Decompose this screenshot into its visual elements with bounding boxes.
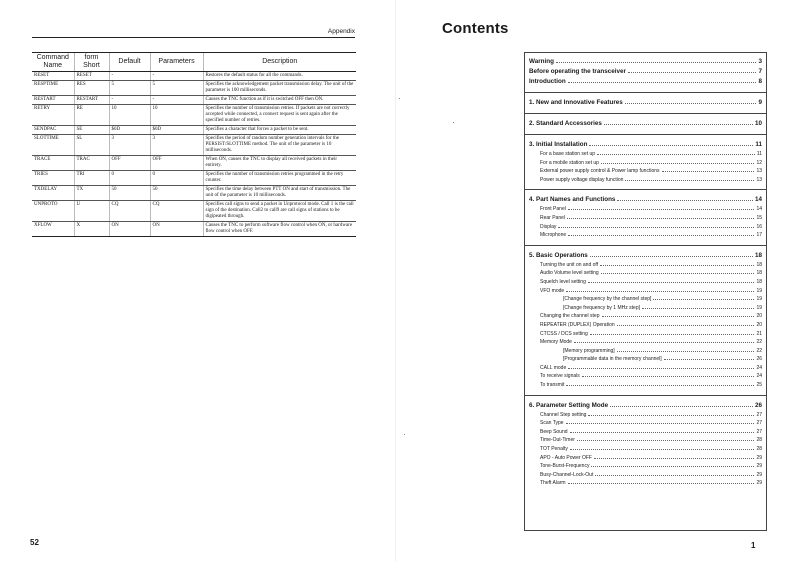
table-cell: ON	[109, 222, 150, 237]
toc-heading[interactable]	[529, 67, 762, 77]
table-cell: 5	[150, 81, 203, 96]
toc-entry-page: 18	[756, 261, 762, 268]
table-cell: -	[109, 96, 150, 105]
table-cell: 50	[109, 186, 150, 201]
toc-entry-page: 14	[756, 206, 762, 213]
toc-entry[interactable]	[529, 287, 762, 296]
toc-entry-title: 3. Initial Installation	[529, 141, 588, 148]
table-cell: TX	[74, 186, 109, 201]
dot-leader	[610, 406, 753, 407]
toc-entry[interactable]	[529, 214, 762, 223]
toc-heading[interactable]	[529, 195, 762, 205]
table-cell: XFLOW	[32, 222, 74, 237]
table-cell: $0D	[150, 126, 203, 135]
table-cell: TXDELAY	[32, 186, 74, 201]
table-row	[32, 201, 356, 222]
toc-entry-page: 3	[758, 58, 762, 65]
toc-entry-title: Power supply voltage display function	[540, 176, 624, 183]
toc-entry-title: To receive signals	[540, 373, 580, 380]
dot-leader	[625, 180, 754, 181]
table-cell: 10	[150, 105, 203, 126]
toc-entry-title: [Change frequency by 1 MHz step]	[563, 304, 640, 311]
section-divider	[525, 245, 766, 246]
table-cell: Causes the TNC to perform software flow control when ON, or hardware flow control when OFF.	[203, 222, 356, 237]
section-divider	[525, 189, 766, 190]
table-row	[32, 81, 356, 96]
table-row	[32, 186, 356, 201]
table-cell: 0	[150, 171, 203, 186]
toc-entry[interactable]	[529, 321, 762, 330]
toc-entry[interactable]	[529, 479, 762, 488]
table-cell: ON	[150, 222, 203, 237]
dot-leader	[597, 154, 755, 155]
table-cell: Specifies the number of transmission retries. If packets are not correctly accepted while connected, a connect request is sent again after the specified number of retries.	[203, 105, 356, 126]
table-row	[32, 135, 356, 156]
toc-heading[interactable]	[529, 140, 762, 150]
dot-leader	[617, 351, 755, 352]
toc-entry[interactable]	[529, 462, 762, 471]
dot-leader	[577, 440, 755, 441]
table-cell: 3	[150, 135, 203, 156]
toc-entry[interactable]	[529, 364, 762, 373]
toc-entry-title: APO - Auto Power OFF	[540, 454, 592, 461]
page-number: 52	[30, 538, 39, 547]
toc-entry-title: CALL mode	[540, 364, 567, 371]
toc-entry-page: 20	[756, 313, 762, 320]
table-cell: OFF	[150, 156, 203, 171]
toc-entry-title: Time-Out-Timer	[540, 437, 575, 444]
scan-speck	[404, 434, 405, 435]
toc-entry-page: 19	[756, 296, 762, 303]
table-cell: TRIES	[32, 171, 74, 186]
dot-leader	[588, 415, 754, 416]
toc-entry-title: Beep Sound	[540, 428, 568, 435]
toc-entry-title: 5. Basic Operations	[529, 251, 588, 259]
toc-heading[interactable]	[529, 251, 762, 261]
toc-entry-title: Channel Step setting	[540, 411, 587, 418]
table-row	[32, 156, 356, 171]
toc-entry-page: 20	[756, 321, 762, 328]
toc-entry-page: 27	[756, 420, 762, 427]
toc-entry-page: 8	[758, 78, 762, 85]
dot-leader	[617, 200, 753, 201]
toc-entry[interactable]	[529, 261, 762, 270]
toc-entry-title: Changing the channel step	[540, 313, 600, 320]
toc-entry[interactable]	[529, 269, 762, 278]
toc-entry-page: 15	[756, 214, 762, 221]
toc-entry-title: [Change frequency by the channel step]	[563, 296, 652, 303]
table-row	[32, 222, 356, 237]
toc-entry-page: 29	[756, 471, 762, 478]
table-cell: Specifies the number of transmission retries programmed in the retry counter.	[203, 171, 356, 186]
dot-leader	[568, 235, 754, 236]
toc-entry-title: Memory Mode	[540, 339, 572, 346]
toc-entry[interactable]	[529, 176, 762, 185]
toc-entry[interactable]	[529, 330, 762, 339]
section-divider	[525, 395, 766, 396]
toc-entry-page: 28	[756, 446, 762, 453]
dot-leader	[566, 291, 754, 292]
toc-entry-page: 16	[756, 223, 762, 230]
dot-leader	[568, 82, 757, 83]
table-cell: 50	[150, 186, 203, 201]
toc-heading[interactable]	[529, 401, 762, 411]
toc-entry[interactable]	[529, 428, 762, 437]
table-cell: Specifies the time delay between PTT ON and start of transmission. The unit of the parameter is 10 milliseconds.	[203, 186, 356, 201]
dot-leader	[568, 368, 754, 369]
toc-entry[interactable]	[529, 304, 762, 313]
toc-entry[interactable]	[529, 411, 762, 420]
dot-leader	[604, 124, 753, 125]
dot-leader	[595, 475, 754, 476]
table-cell: TRI	[74, 171, 109, 186]
dot-leader	[568, 483, 755, 484]
dot-leader	[664, 359, 755, 360]
toc-entry-title: Warning	[529, 58, 554, 65]
section-divider	[525, 113, 766, 114]
toc-entry-page: 21	[756, 330, 762, 337]
dot-leader	[568, 209, 755, 210]
table-cell: RESET	[74, 72, 109, 81]
toc-entry-page: 19	[756, 304, 762, 311]
toc-entry-page: 27	[756, 428, 762, 435]
dot-leader	[601, 273, 755, 274]
table-cell: RE	[74, 105, 109, 126]
toc-entry-page: 18	[756, 278, 762, 285]
table-cell: 5	[109, 81, 150, 96]
dot-leader	[628, 72, 757, 73]
table-cell: RESTART	[32, 96, 74, 105]
toc-entry-title: 2. Standard Accessories	[529, 120, 602, 127]
table-row	[32, 72, 356, 81]
toc-entry-page: 11	[756, 151, 762, 157]
toc-entry-page: 10	[754, 120, 762, 127]
table-cell: 0	[109, 171, 150, 186]
toc-entry-title: Display	[540, 223, 557, 230]
toc-entry-title: Front Panel	[540, 206, 566, 213]
table-row	[32, 126, 356, 135]
toc-entry-page: 11	[755, 141, 762, 148]
toc-entry[interactable]	[529, 445, 762, 454]
table-cell: $0D	[109, 126, 150, 135]
table-cell: RESPTIME	[32, 81, 74, 96]
table-cell: UNPROTO	[32, 201, 74, 222]
toc-entry-page: 29	[756, 454, 762, 461]
toc-entry-title: Introduction	[529, 78, 566, 85]
scan-speck	[453, 122, 454, 123]
toc-heading[interactable]	[529, 98, 762, 108]
toc-entry-title: Before operating the transceiver	[529, 68, 626, 75]
toc-entry-title: CTCSS / DCS setting	[540, 330, 588, 337]
table-cell: SLOTTIME	[32, 135, 74, 156]
toc-entry-title: REPEATER (DUPLEX) Operation	[540, 321, 615, 328]
toc-entry-page: 22	[756, 339, 762, 346]
toc-entry-page: 29	[756, 463, 762, 470]
toc-entry-page: 17	[756, 232, 762, 239]
toc-entry-title: VFO mode	[540, 287, 565, 294]
toc-entry[interactable]	[529, 231, 762, 240]
table-cell: Specifies the acknowledgement packet transmission delay. The unit of the parameter is 100 milliseconds.	[203, 81, 356, 96]
table-cell: When ON, causes the TNC to display all received packets in their entirety.	[203, 156, 356, 171]
table-cell: 10	[109, 105, 150, 126]
toc-entry-title: 6. Parameter Setting Mode	[529, 401, 609, 409]
table-cell: RESTART	[74, 96, 109, 105]
toc-entry[interactable]	[529, 150, 762, 159]
dot-leader	[570, 432, 755, 433]
toc-entry-title: Scan Type	[540, 420, 564, 427]
dot-leader	[601, 163, 755, 164]
toc-entry[interactable]	[529, 419, 762, 428]
table-cell: RES	[74, 81, 109, 96]
table-cell: Specifies call signs to send a packet in Unprotocol mode. Call 1 is the call sign of the destination. Call2 to call9 are call signs of stations to be digipeated through.	[203, 201, 356, 222]
dot-leader	[566, 423, 755, 424]
dot-leader	[570, 449, 755, 450]
right-page	[396, 0, 793, 561]
toc-entry-page: 25	[756, 382, 762, 389]
toc-entry-title: Turning the unit on and off	[540, 261, 599, 268]
toc-entry-title: 1. New and Innovative Features	[529, 99, 623, 106]
scan-speck	[399, 98, 400, 99]
dot-leader	[590, 334, 755, 335]
toc-entry[interactable]	[529, 159, 762, 168]
toc-entry-title: [Memory programming]	[563, 347, 615, 354]
toc-entry-page: 22	[756, 347, 762, 354]
dot-leader	[625, 103, 757, 104]
toc-entry-title: Tone-Burst-Frequency	[540, 463, 590, 470]
toc-entry-page: 13	[756, 168, 762, 175]
toc-entry-page: 13	[756, 176, 762, 183]
toc-entry[interactable]	[529, 167, 762, 176]
toc-entry-page: 27	[756, 411, 762, 418]
table-cell: Specifies a character that forces a packet to be sent.	[203, 126, 356, 135]
dot-leader	[653, 299, 754, 300]
table-row	[32, 171, 356, 186]
table-cell: TRACE	[32, 156, 74, 171]
toc-entry-page: 26	[756, 356, 762, 363]
toc-entry-title: 4. Part Names and Functions	[529, 196, 616, 204]
table-cell: SL	[74, 135, 109, 156]
dot-leader	[617, 325, 755, 326]
column-header: Parameters	[150, 53, 203, 72]
toc-entry[interactable]	[529, 381, 762, 390]
toc-entry[interactable]	[529, 355, 762, 364]
dot-leader	[556, 62, 757, 63]
dot-leader	[642, 308, 754, 309]
dot-leader	[591, 466, 754, 467]
dot-leader	[602, 316, 755, 317]
toc-entry-title: Squelch level setting	[540, 278, 586, 285]
column-header: Command Name	[32, 53, 74, 72]
toc-entry[interactable]	[529, 338, 762, 347]
toc-entry-title: Microphone	[540, 232, 567, 239]
toc-entry-title: External power supply control & Power lamp functions	[540, 168, 660, 175]
toc-entry-title: TOT Penalty	[540, 446, 568, 453]
toc-heading[interactable]	[529, 57, 762, 67]
toc-entry-title: Busy-Channel-Lock-Out	[540, 471, 594, 478]
section-divider	[525, 134, 766, 135]
toc-entry-page: 12	[756, 159, 762, 166]
toc-entry[interactable]	[529, 372, 762, 381]
table-row	[32, 105, 356, 126]
table-cell: SENDPAC	[32, 126, 74, 135]
page-number: 1	[751, 541, 756, 550]
toc-entry-title: To transmit	[540, 382, 565, 389]
toc-entry-title: Theft Alarm	[540, 480, 566, 487]
toc-entry-page: 18	[754, 251, 762, 259]
table-cell: CQ	[150, 201, 203, 222]
toc-entry-page: 24	[756, 373, 762, 380]
toc-entry[interactable]	[529, 295, 762, 304]
toc-entry[interactable]	[529, 347, 762, 356]
table-cell: RESET	[32, 72, 74, 81]
toc-entry-page: 28	[756, 437, 762, 444]
column-header: Description	[203, 53, 356, 72]
dot-leader	[662, 171, 755, 172]
toc-entry-page: 14	[754, 196, 762, 204]
table-cell: U	[74, 201, 109, 222]
dot-leader	[588, 282, 755, 283]
dot-leader	[574, 342, 754, 343]
toc-entry-title: [Programmable data in the memory channel]	[563, 356, 662, 363]
table-cell: Specifies the period of random number generation intervals for the PERSIST/SLOTTIME method. The unit of the parameter is 10 milliseconds.	[203, 135, 356, 156]
page-title: Contents	[442, 20, 509, 37]
table-cell: -	[109, 72, 150, 81]
toc-heading[interactable]	[529, 77, 762, 87]
toc-entry-page: 24	[756, 364, 762, 371]
toc-entry-page: 7	[758, 68, 762, 75]
toc-entry-title: For a base station set up	[540, 151, 596, 157]
toc-heading[interactable]	[529, 119, 762, 129]
toc-entry-title: Audio Volume level setting	[540, 270, 599, 277]
dot-leader	[566, 385, 754, 386]
table-cell: TRAC	[74, 156, 109, 171]
table-row	[32, 96, 356, 105]
dot-leader	[590, 256, 753, 257]
table-cell: -	[150, 72, 203, 81]
dot-leader	[594, 458, 754, 459]
table-cell: -	[150, 96, 203, 105]
toc-entry-page: 29	[756, 480, 762, 487]
toc-entry-title: For a mobile station set up	[540, 159, 599, 166]
dot-leader	[600, 265, 754, 266]
toc-entry-title: Rear Panel	[540, 214, 566, 221]
command-table	[32, 52, 356, 237]
toc-entry-page: 9	[758, 99, 762, 106]
dot-leader	[582, 376, 755, 377]
toc-entry-page: 19	[756, 287, 762, 294]
table-of-contents	[524, 52, 767, 531]
table-cell: SE	[74, 126, 109, 135]
dot-leader	[558, 227, 754, 228]
toc-entry-page: 18	[756, 270, 762, 277]
toc-entry[interactable]	[529, 223, 762, 232]
toc-entry[interactable]	[529, 471, 762, 480]
toc-entry[interactable]	[529, 436, 762, 445]
toc-entry[interactable]	[529, 454, 762, 463]
column-header: form Short	[74, 53, 109, 72]
table-header-row	[32, 53, 356, 72]
table-cell: CQ	[109, 201, 150, 222]
table-cell: RETRY	[32, 105, 74, 126]
toc-entry[interactable]	[529, 205, 762, 214]
table-cell: OFF	[109, 156, 150, 171]
table-cell: X	[74, 222, 109, 237]
toc-entry[interactable]	[529, 278, 762, 287]
dot-leader	[567, 218, 754, 219]
toc-entry-page: 26	[754, 401, 762, 409]
section-divider	[525, 92, 766, 93]
dot-leader	[589, 145, 753, 146]
left-page	[0, 0, 396, 561]
column-header: Default	[109, 53, 150, 72]
table-cell: Causes the TNC function as if it is switched OFF then ON.	[203, 96, 356, 105]
running-header: Appendix	[32, 28, 355, 38]
table-cell: 3	[109, 135, 150, 156]
toc-entry[interactable]	[529, 312, 762, 321]
table-cell: Restores the default status for all the commands.	[203, 72, 356, 81]
